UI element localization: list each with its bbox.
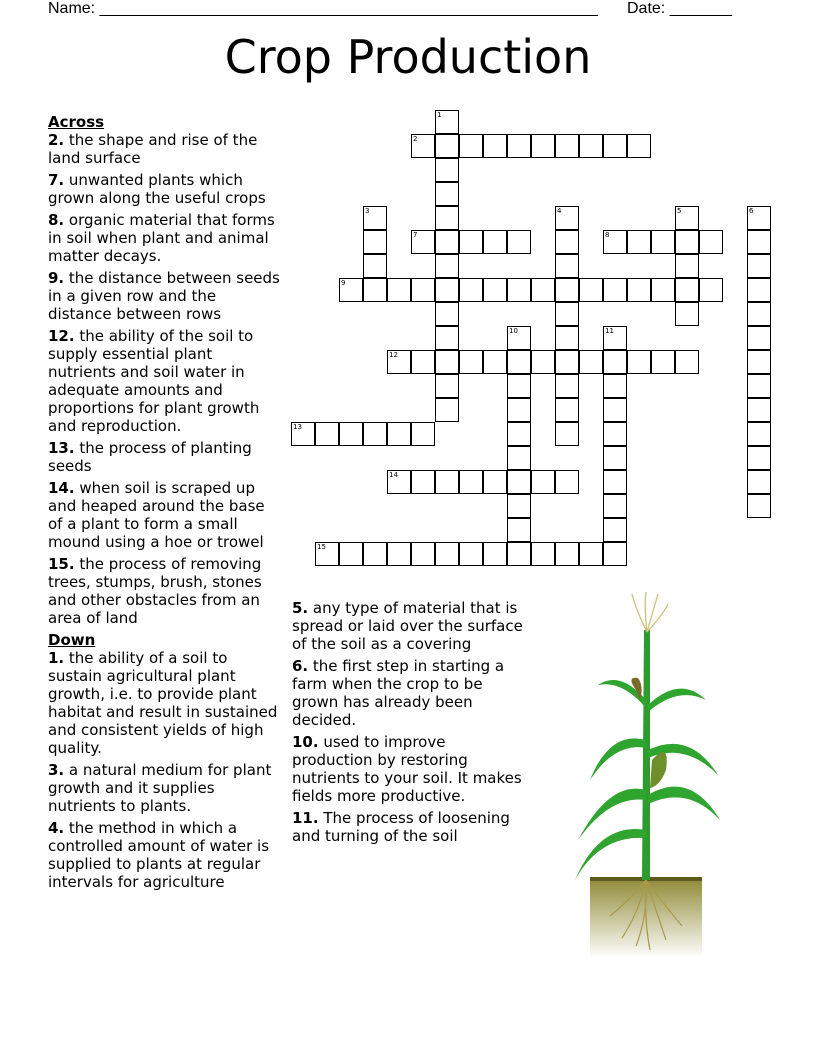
clue-text: the first step in starting a farm when the crop to be grown has already been decided. [292, 657, 505, 729]
crossword-cell[interactable] [507, 230, 531, 254]
down-clue [292, 809, 524, 845]
down-clues-part1 [48, 649, 280, 891]
clues-column-left [48, 113, 280, 895]
crossword-cell[interactable] [339, 278, 363, 302]
crossword-cell[interactable] [603, 446, 627, 470]
crossword-cell[interactable] [459, 278, 483, 302]
clue-number: 6. [292, 657, 309, 675]
crossword-cell[interactable] [579, 542, 603, 566]
clue-text: when soil is scraped up and heaped around the base of a plant to form a small mound using a hoe or trowel [48, 479, 265, 551]
cell-number: 15 [317, 543, 326, 551]
crossword-cell[interactable] [387, 422, 411, 446]
crossword-cell[interactable] [603, 134, 627, 158]
crossword-cell[interactable] [555, 350, 579, 374]
crossword-cell[interactable] [603, 542, 627, 566]
clue-text: the ability of a soil to sustain agricultural plant growth, i.e. to provide plant habitat and result in sustained and consistent yields of high quality. [48, 649, 278, 757]
clue-number: 9. [48, 269, 65, 287]
crossword-cell[interactable] [627, 350, 651, 374]
cell-number: 5 [677, 207, 682, 215]
clue-number: 5. [292, 599, 309, 617]
crossword-cell[interactable] [507, 326, 531, 350]
crossword-cell[interactable] [483, 278, 507, 302]
crossword-cell[interactable] [507, 542, 531, 566]
crossword-cell[interactable] [555, 254, 579, 278]
crossword-cell[interactable] [651, 350, 675, 374]
clue-text: the shape and rise of the land surface [48, 131, 258, 167]
down-clue [48, 649, 280, 757]
crossword-cell[interactable] [435, 542, 459, 566]
crossword-cell[interactable] [603, 374, 627, 398]
crossword-cell[interactable] [339, 422, 363, 446]
crossword-cell[interactable] [459, 470, 483, 494]
clue-text: the process of planting seeds [48, 439, 252, 475]
crossword-cell[interactable] [435, 302, 459, 326]
crossword-cell[interactable] [363, 422, 387, 446]
crossword-cell[interactable] [747, 206, 771, 230]
cell-number: 4 [557, 207, 562, 215]
crossword-cell[interactable] [507, 494, 531, 518]
crossword-cell[interactable] [675, 230, 699, 254]
crossword-cell[interactable] [555, 134, 579, 158]
down-clue [292, 657, 524, 729]
crossword-cell[interactable] [435, 254, 459, 278]
crossword-cell[interactable] [579, 134, 603, 158]
crossword-cell[interactable] [483, 470, 507, 494]
crossword-cell[interactable] [555, 230, 579, 254]
crossword-cell[interactable] [603, 470, 627, 494]
crossword-cell[interactable] [579, 278, 603, 302]
across-clue [48, 439, 280, 475]
crossword-cell[interactable] [435, 278, 459, 302]
crossword-cell[interactable] [435, 326, 459, 350]
crossword-cell[interactable] [363, 230, 387, 254]
crossword-cell[interactable] [675, 350, 699, 374]
name-field[interactable]: Name: ________________________________________________________ [48, 0, 598, 17]
crossword-cell[interactable] [507, 374, 531, 398]
crossword-cell[interactable] [435, 134, 459, 158]
across-clue [48, 131, 280, 167]
cell-number: 8 [605, 231, 610, 239]
crossword-cell[interactable] [435, 182, 459, 206]
page-title: Crop Production [224, 30, 592, 84]
crossword-cell[interactable] [699, 230, 723, 254]
crossword-cell[interactable] [459, 542, 483, 566]
crossword-cell[interactable] [291, 422, 315, 446]
crossword-cell[interactable] [555, 302, 579, 326]
crossword-cell[interactable] [411, 350, 435, 374]
cell-number: 1 [437, 111, 442, 119]
crossword-cell[interactable] [435, 158, 459, 182]
crossword-cell[interactable] [603, 278, 627, 302]
crossword-cell[interactable] [531, 278, 555, 302]
crossword-cell[interactable] [531, 542, 555, 566]
crossword-cell[interactable] [747, 230, 771, 254]
crossword-cell[interactable] [747, 350, 771, 374]
cell-number: 10 [509, 327, 518, 335]
crossword-cell[interactable] [459, 134, 483, 158]
crossword-cell[interactable] [387, 542, 411, 566]
crossword-cell[interactable] [603, 230, 627, 254]
crossword-cell[interactable] [435, 470, 459, 494]
crossword-cell[interactable] [555, 206, 579, 230]
crossword-cell[interactable] [747, 398, 771, 422]
clue-text: a natural medium for plant growth and it supplies nutrients to plants. [48, 761, 272, 815]
crossword-cell[interactable] [603, 350, 627, 374]
crossword-cell[interactable] [411, 542, 435, 566]
clue-number: 7. [48, 171, 65, 189]
crossword-cell[interactable] [555, 326, 579, 350]
across-clue [48, 211, 280, 265]
clue-text: the method in which a controlled amount of water is supplied to plants at regular intervals for agriculture [48, 819, 270, 891]
crossword-cell[interactable] [435, 350, 459, 374]
crossword-cell[interactable] [555, 422, 579, 446]
crossword-cell[interactable] [603, 518, 627, 542]
crossword-cell[interactable] [747, 302, 771, 326]
cell-number: 3 [365, 207, 370, 215]
crossword-cell[interactable] [627, 230, 651, 254]
crossword-cell[interactable] [387, 350, 411, 374]
across-clue [48, 269, 280, 323]
cell-number: 14 [389, 471, 398, 479]
down-clue [48, 761, 280, 815]
crossword-cell[interactable] [603, 398, 627, 422]
crossword-cell[interactable] [363, 278, 387, 302]
crossword-cell[interactable] [483, 350, 507, 374]
cell-number: 9 [341, 279, 346, 287]
crossword-cell[interactable] [507, 422, 531, 446]
crossword-cell[interactable] [507, 134, 531, 158]
down-clue [292, 599, 524, 653]
crossword-cell[interactable] [675, 206, 699, 230]
clue-text: unwanted plants which grown along the useful crops [48, 171, 266, 207]
crossword-cell[interactable] [699, 278, 723, 302]
clue-number: 14. [48, 479, 75, 497]
crossword-cell[interactable] [315, 542, 339, 566]
clue-number: 8. [48, 211, 65, 229]
clue-text: the process of removing trees, stumps, brush, stones and other obstacles from an area of land [48, 555, 262, 627]
crossword-cell[interactable] [675, 302, 699, 326]
crossword-cell[interactable] [507, 278, 531, 302]
crossword-cell[interactable] [531, 470, 555, 494]
crossword-cell[interactable] [459, 350, 483, 374]
clue-number: 4. [48, 819, 65, 837]
crossword-cell[interactable] [603, 422, 627, 446]
crossword-cell[interactable] [435, 374, 459, 398]
down-clue [292, 733, 524, 805]
crossword-cell[interactable] [747, 254, 771, 278]
clue-number: 15. [48, 555, 75, 573]
crossword-cell[interactable] [411, 470, 435, 494]
crossword-cell[interactable] [435, 206, 459, 230]
crossword-cell[interactable] [675, 254, 699, 278]
clue-number: 2. [48, 131, 65, 149]
crossword-cell[interactable] [747, 422, 771, 446]
crossword-cell[interactable] [675, 278, 699, 302]
crossword-cell[interactable] [483, 230, 507, 254]
clue-text: the distance between seeds in a given row and the distance between rows [48, 269, 280, 323]
crossword-cell[interactable] [531, 350, 555, 374]
cell-number: 2 [413, 135, 418, 143]
crossword-cell[interactable] [507, 518, 531, 542]
clue-number: 3. [48, 761, 65, 779]
crossword-cell[interactable] [411, 422, 435, 446]
crossword-cell[interactable] [435, 230, 459, 254]
down-clues-part2 [292, 599, 524, 845]
crossword-cell[interactable] [555, 278, 579, 302]
clue-text: used to improve production by restoring nutrients to your soil. It makes fields more productive. [292, 733, 522, 805]
crossword-cell[interactable] [339, 542, 363, 566]
clue-number: 12. [48, 327, 75, 345]
across-clue [48, 555, 280, 627]
crossword-cell[interactable] [483, 542, 507, 566]
crossword-cell[interactable] [435, 398, 459, 422]
crossword-cell[interactable] [747, 470, 771, 494]
cell-number: 11 [605, 327, 614, 335]
cell-number: 13 [293, 423, 302, 431]
crossword-cell[interactable] [555, 470, 579, 494]
crossword-cell[interactable] [627, 278, 651, 302]
crossword-cell[interactable] [363, 542, 387, 566]
clue-text: any type of material that is spread or laid over the surface of the soil as a covering [292, 599, 523, 653]
crossword-cell[interactable] [747, 446, 771, 470]
clue-number: 11. [292, 809, 319, 827]
crossword-cell[interactable] [387, 470, 411, 494]
corn-plant-illustration [570, 590, 730, 960]
crossword-cell[interactable] [603, 326, 627, 350]
crossword-cell[interactable] [747, 278, 771, 302]
crossword-cell[interactable] [483, 134, 507, 158]
crossword-cell[interactable] [747, 494, 771, 518]
crossword-cell[interactable] [363, 206, 387, 230]
crossword-cell[interactable] [603, 494, 627, 518]
crossword-cell[interactable] [459, 230, 483, 254]
across-clues [48, 131, 280, 627]
cell-number: 7 [413, 231, 418, 239]
clue-text: organic material that forms in soil when plant and animal matter decays. [48, 211, 275, 265]
crossword-cell[interactable] [411, 134, 435, 158]
crossword-cell[interactable] [387, 278, 411, 302]
crossword-cell[interactable] [411, 230, 435, 254]
crossword-cell[interactable] [507, 350, 531, 374]
crossword-cell[interactable] [747, 374, 771, 398]
crossword-cell[interactable] [363, 254, 387, 278]
crossword-cell[interactable] [531, 134, 555, 158]
crossword-cell[interactable] [435, 110, 459, 134]
crossword-cell[interactable] [747, 326, 771, 350]
clue-number: 1. [48, 649, 65, 667]
clue-number: 10. [292, 733, 319, 751]
cell-number: 12 [389, 351, 398, 359]
crossword-cell[interactable] [627, 134, 651, 158]
across-heading: Across [48, 113, 105, 131]
crossword-cell[interactable] [651, 230, 675, 254]
date-field[interactable]: Date: _______ [627, 0, 732, 17]
across-clue [48, 171, 280, 207]
crossword-cell[interactable] [507, 398, 531, 422]
crossword-cell[interactable] [555, 374, 579, 398]
crossword-cell[interactable] [507, 446, 531, 470]
crossword-cell[interactable] [555, 398, 579, 422]
clue-text: the ability of the soil to supply essential plant nutrients and soil water in adequate amounts and proportions for plant growth and reproduction. [48, 327, 260, 435]
crossword-cell[interactable] [411, 278, 435, 302]
down-clue [48, 819, 280, 891]
crossword-cell[interactable] [579, 350, 603, 374]
cell-number: 6 [749, 207, 754, 215]
clue-number: 13. [48, 439, 75, 457]
crossword-cell[interactable] [651, 278, 675, 302]
across-clue [48, 327, 280, 435]
clues-column-right [292, 599, 524, 849]
crossword-cell[interactable] [507, 470, 531, 494]
crossword-cell[interactable] [555, 542, 579, 566]
down-heading: Down [48, 631, 96, 649]
clue-text: The process of loosening and turning of the soil [292, 809, 510, 845]
across-clue [48, 479, 280, 551]
crossword-cell[interactable] [315, 422, 339, 446]
